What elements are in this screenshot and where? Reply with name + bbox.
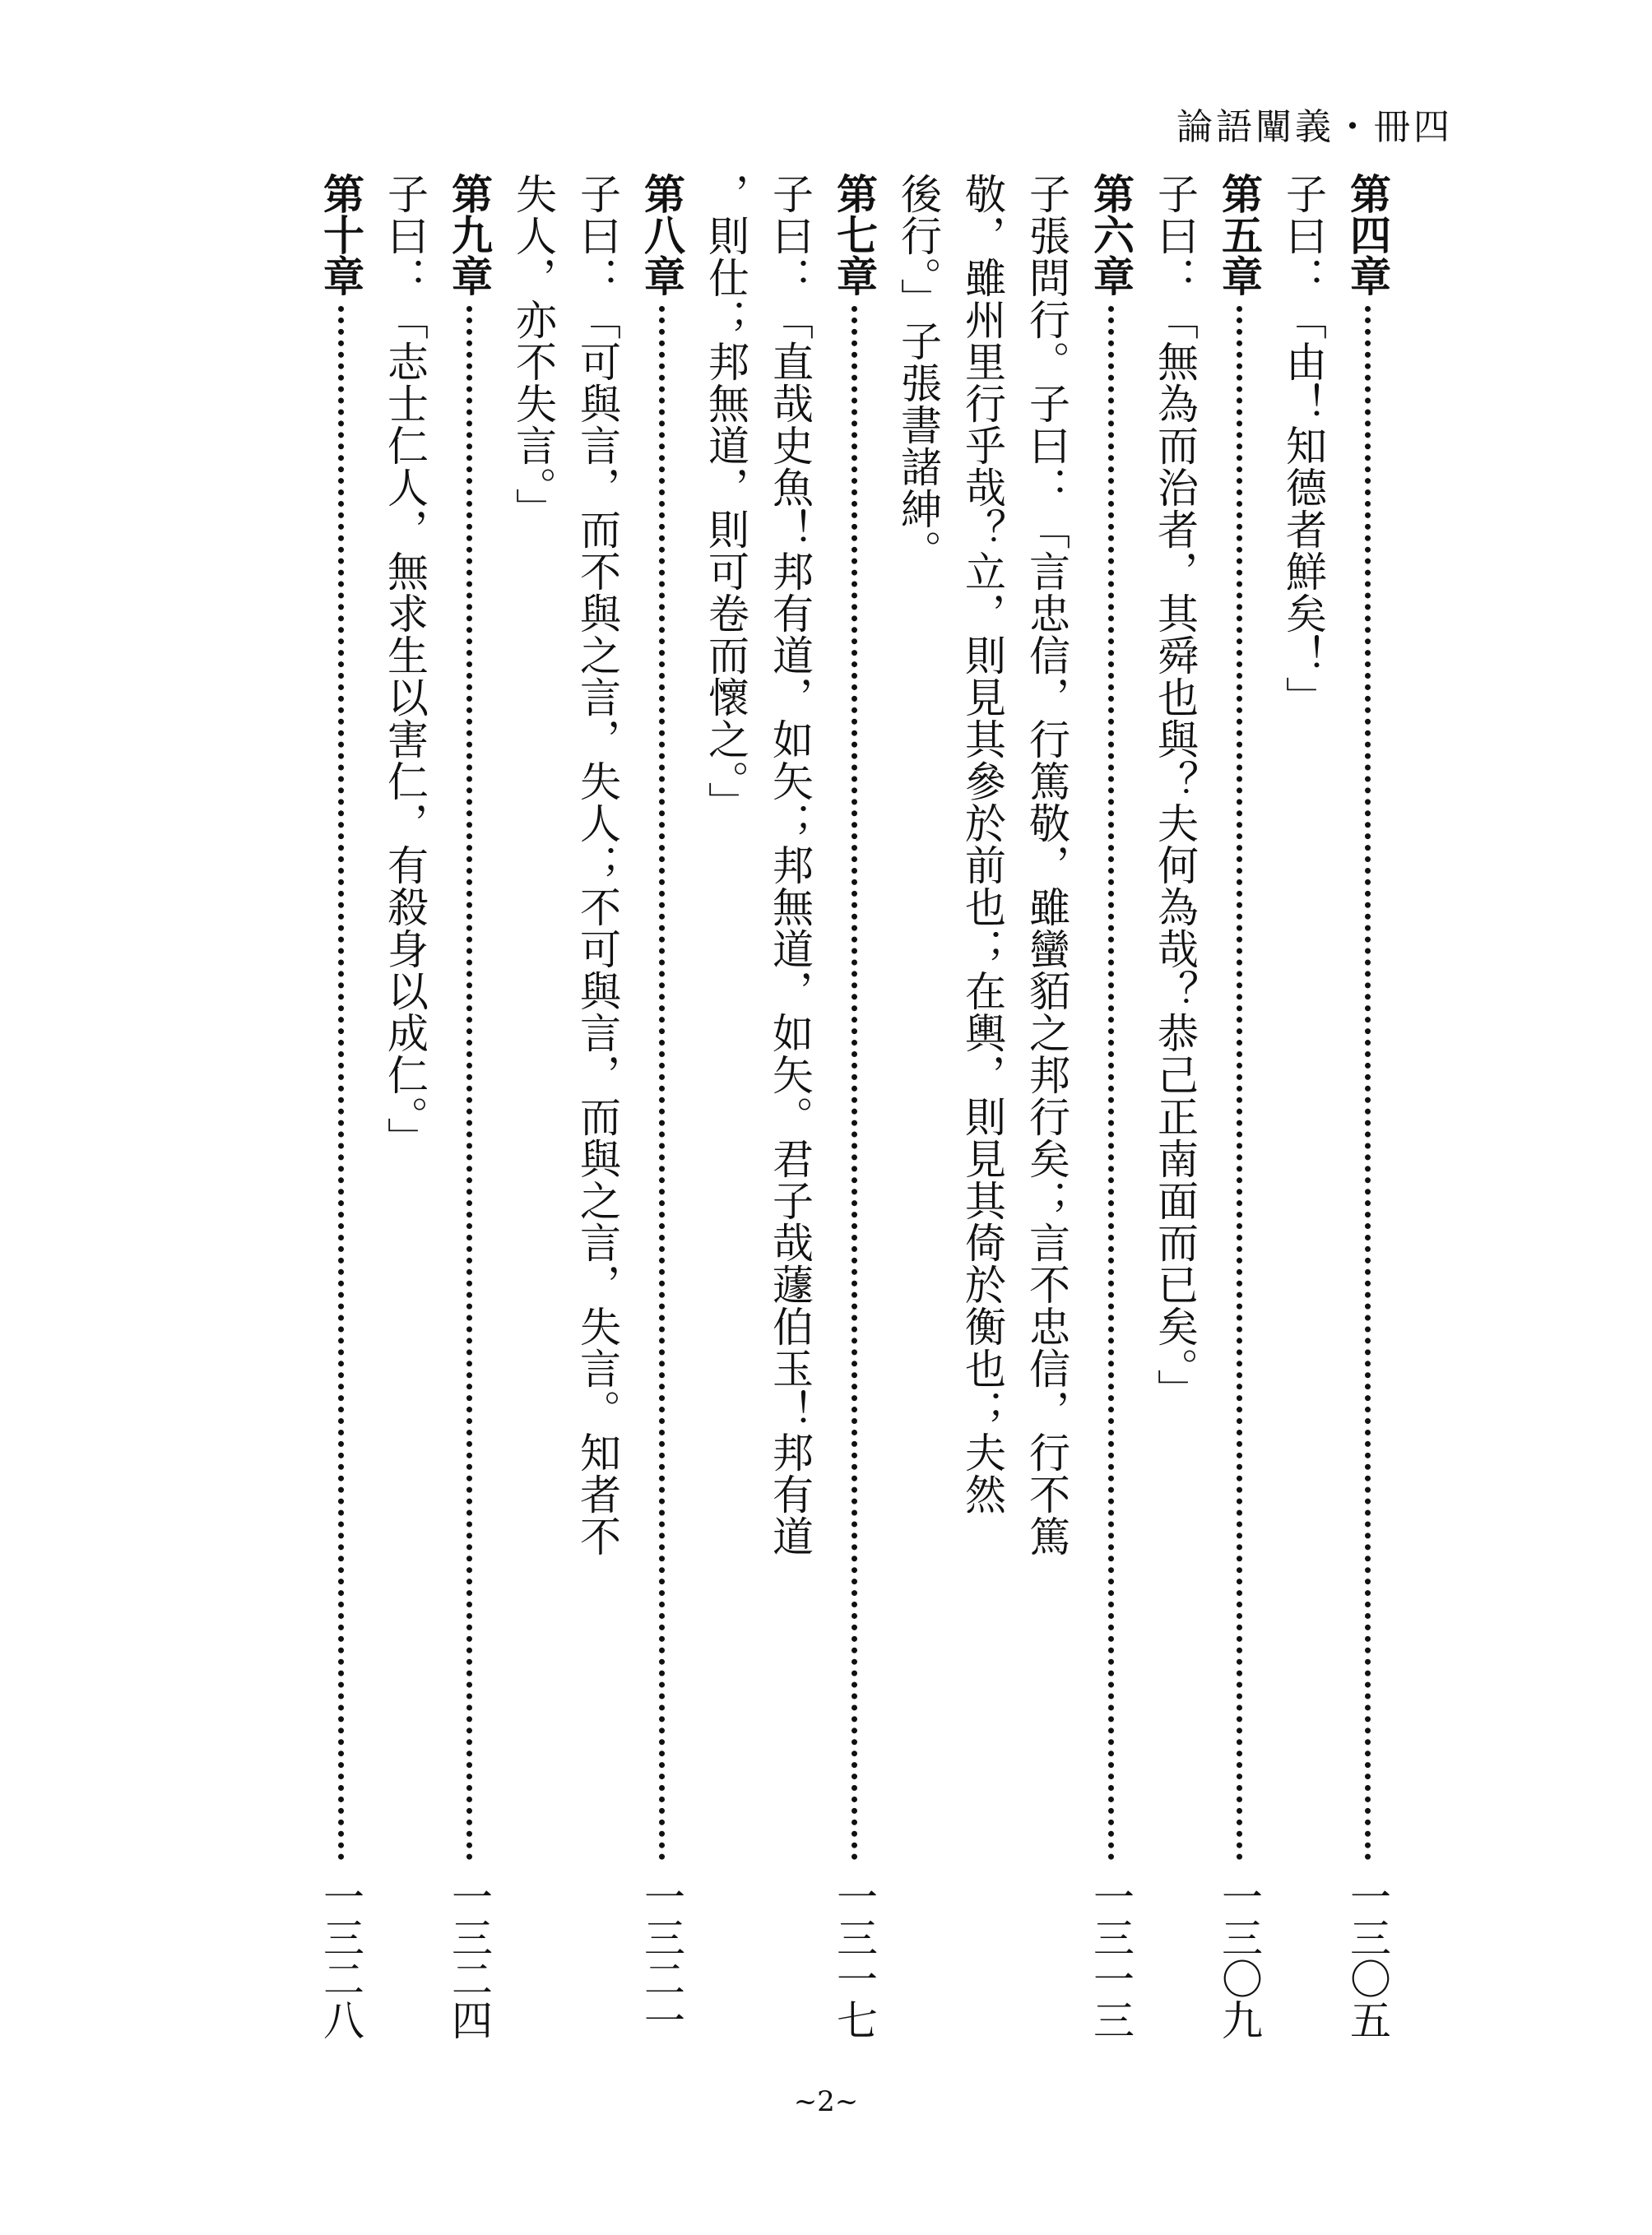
toc-entry-chapter-5[interactable] [1208, 173, 1270, 2040]
page-number: 一三一七 [830, 1876, 878, 2040]
page-number: 一三〇五 [1343, 1876, 1391, 2040]
toc-entry-chapter-10[interactable] [309, 173, 372, 2040]
table-of-contents [271, 173, 1399, 2040]
dot-leader [659, 306, 665, 1861]
running-head: 論語闡義・冊四 [1176, 106, 1453, 148]
chapter-text-line: 失人，亦不失言。」 [509, 173, 557, 530]
chapter-title: 第七章 [830, 173, 879, 296]
dot-leader [1365, 306, 1371, 1861]
page-number: 一三二四 [445, 1876, 493, 2040]
chapter-title: 第四章 [1343, 173, 1392, 296]
dot-leader [852, 306, 857, 1861]
chapter-title: 第九章 [445, 173, 494, 296]
page-number: 一三一三 [1087, 1876, 1135, 2040]
toc-entry-chapter-6[interactable] [1079, 173, 1142, 2040]
chapter-title: 第六章 [1087, 173, 1135, 296]
toc-entry-chapter-9[interactable] [438, 173, 500, 2040]
page-folio: ~2~ [793, 2085, 859, 2118]
chapter-text-line: 子曰：「由！知德者鮮矣！」 [1279, 173, 1327, 718]
chapter-text-line: 子曰：「志士仁人，無求生以害仁，有殺身以成仁。」 [381, 173, 429, 1159]
chapter-title: 第十章 [317, 173, 365, 296]
chapter-title: 第五章 [1215, 173, 1264, 296]
chapter-title: 第八章 [638, 173, 686, 296]
toc-entry-chapter-7[interactable] [823, 173, 885, 2040]
chapter-text-line: 子曰：「可與言，而不與之言，失人；不可與言，而與之言，失言。知者不 [573, 173, 621, 1557]
chapter-text-line: 敬，雖州里行乎哉？立，則見其參於前也；在輿，則見其倚於衡也；夫然 [958, 173, 1006, 1515]
chapter-text-line: 後行。」子張書諸紳。 [894, 173, 942, 572]
dot-leader [466, 306, 472, 1861]
chapter-text-line: 子曰：「直哉史魚！邦有道，如矢；邦無道，如矢。君子哉蘧伯玉！邦有道 [766, 173, 814, 1557]
dot-leader [1108, 306, 1114, 1861]
dot-leader [338, 306, 344, 1861]
chapter-text-line: ，則仕；邦無道，則可卷而懷之。」 [702, 173, 749, 823]
toc-entry-chapter-8[interactable] [630, 173, 693, 2040]
chapter-text-line: 子曰：「無為而治者，其舜也與？夫何為哉？恭己正南面而已矣。」 [1151, 173, 1199, 1411]
page-number: 一三二八 [317, 1876, 364, 2040]
page-number: 一三二一 [638, 1876, 685, 2040]
toc-entry-chapter-4[interactable] [1336, 173, 1399, 2040]
page-number: 一三〇九 [1215, 1876, 1263, 2040]
dot-leader [1237, 306, 1242, 1861]
chapter-text-line: 子張問行。子曰：「言忠信，行篤敬，雖蠻貊之邦行矣；言不忠信，行不篤 [1023, 173, 1070, 1557]
